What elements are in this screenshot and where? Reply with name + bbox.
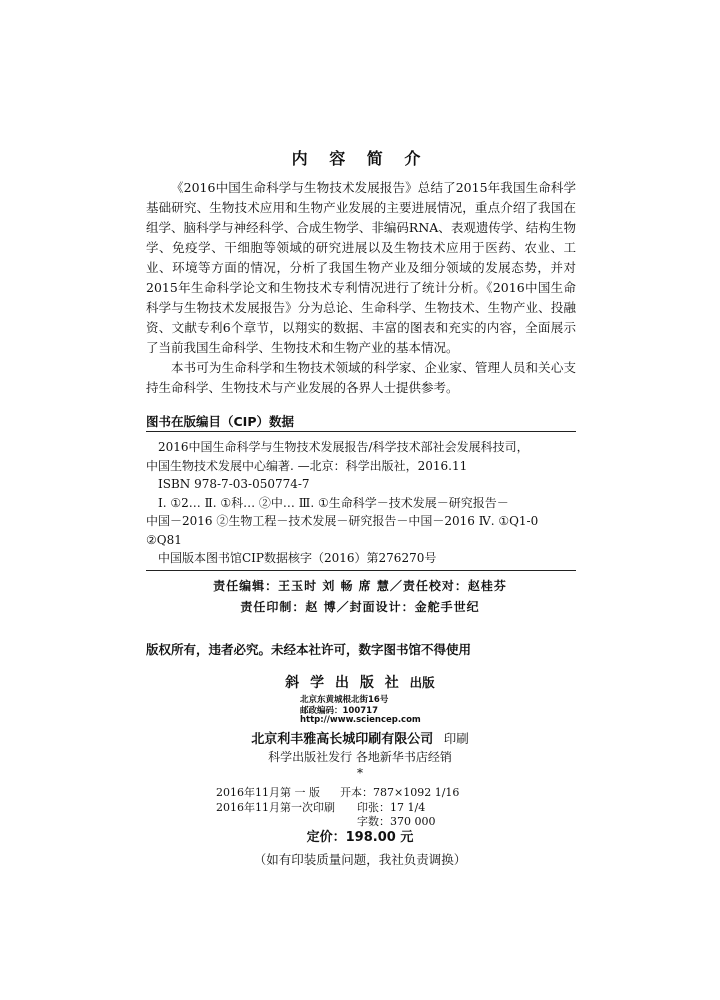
price: 定价：198.00 元 — [306, 830, 414, 845]
cip-heading: 图书在版编目（CIP）数据 — [146, 414, 294, 429]
credits-line-2: 责任印制：赵 博／封面设计：金舵手世纪 — [240, 600, 480, 614]
printing-info: 2016年11月第一次印刷 — [216, 801, 335, 814]
publisher-name: 斜 学 出 版 社 — [285, 675, 402, 691]
format-info: 开本：787×1092 1/16 — [340, 786, 460, 799]
distribution-line: 科学出版社发行 各地新华书店经销 — [268, 750, 452, 764]
cip-block — [146, 438, 576, 568]
intro-paragraph-1: 《2016中国生命科学与生物技术发展报告》总结了2015年我国生命科学基础研究、生物技术应用和生物产业发展的主要进展情况，重点介绍了我国在组学、脑科学与神经科学、合成生物学、非编码RNA、表观遗传学、结构生物学、免疫学、干细胞等领域的研究进展以及生物技术应用于医药、农业、工业、环境等方面的情况，分析了我国生物产业及细分领域的发展态势，并对2015年生命科学论文和生物技术专利情况进行了统计分析。《2016中国生命科学与生物技术发展报告》分为总论、生命科学、生物技术、生物产业、投融资、文献专利6个章节，以翔实的数据、丰富的图表和充实的内容，全面展示了当前我国生命科学、生物技术和生物产业的基本情况。 — [146, 180, 576, 355]
copyright-notice: 版权所有，违者必究。未经本社许可，数字图书馆不得使用 — [146, 642, 472, 657]
edition-info: 2016年11月第 一 版 — [216, 786, 320, 799]
cip-line-4: Ⅰ. ①2… Ⅱ. ①科… ②中… Ⅲ. ①生命科学－技术发展－研究报告－ — [158, 495, 509, 510]
star-separator: * — [357, 766, 363, 780]
publisher-postcode: 邮政编码：100717 — [300, 706, 378, 716]
publisher-website: http://www.sciencep.com — [300, 715, 421, 725]
page-title: 内 容 简 介 — [291, 149, 429, 168]
cip-line-3: ISBN 978-7-03-050774-7 — [158, 477, 310, 491]
cip-top-rule — [146, 431, 576, 432]
publisher-suffix: 出版 — [409, 675, 435, 690]
cip-line-2: 中国生物技术发展中心编著. —北京：科学出版社，2016.11 — [146, 458, 468, 473]
sheets-info: 印张：17 1/4 — [357, 801, 426, 814]
cip-line-5: 中国－2016 ②生物工程－技术发展－研究报告－中国－2016 Ⅳ. ①Q1-0 — [146, 514, 539, 528]
printer-line — [0, 728, 720, 747]
cip-line-7: 中国版本图书馆CIP数据核字（2016）第276270号 — [158, 551, 437, 565]
publisher-line — [0, 672, 720, 692]
quality-notice: （如有印装质量问题，我社负责调换） — [253, 852, 467, 867]
printer-suffix: 印刷 — [443, 731, 469, 746]
credits-line-1: 责任编辑：王玉时 刘 畅 席 慧／责任校对：赵桂芬 — [213, 579, 507, 593]
cip-line-1: 2016中国生命科学与生物技术发展报告/科学技术部社会发展科技司， — [158, 440, 529, 454]
publisher-address: 北京东黄城根北街16号 — [300, 695, 389, 705]
cip-line-6: ②Q81 — [146, 532, 182, 547]
intro-section — [146, 178, 576, 398]
intro-paragraph-2: 本书可为生命科学和生物技术领域的科学家、企业家、管理人员和关心支持生命科学、生物技术与产业发展的各界人士提供参考。 — [146, 360, 576, 395]
cip-bottom-rule — [146, 570, 576, 571]
word-count: 字数：370 000 — [357, 815, 436, 828]
printer-name: 北京利丰雅高长城印刷有限公司 — [251, 732, 434, 747]
